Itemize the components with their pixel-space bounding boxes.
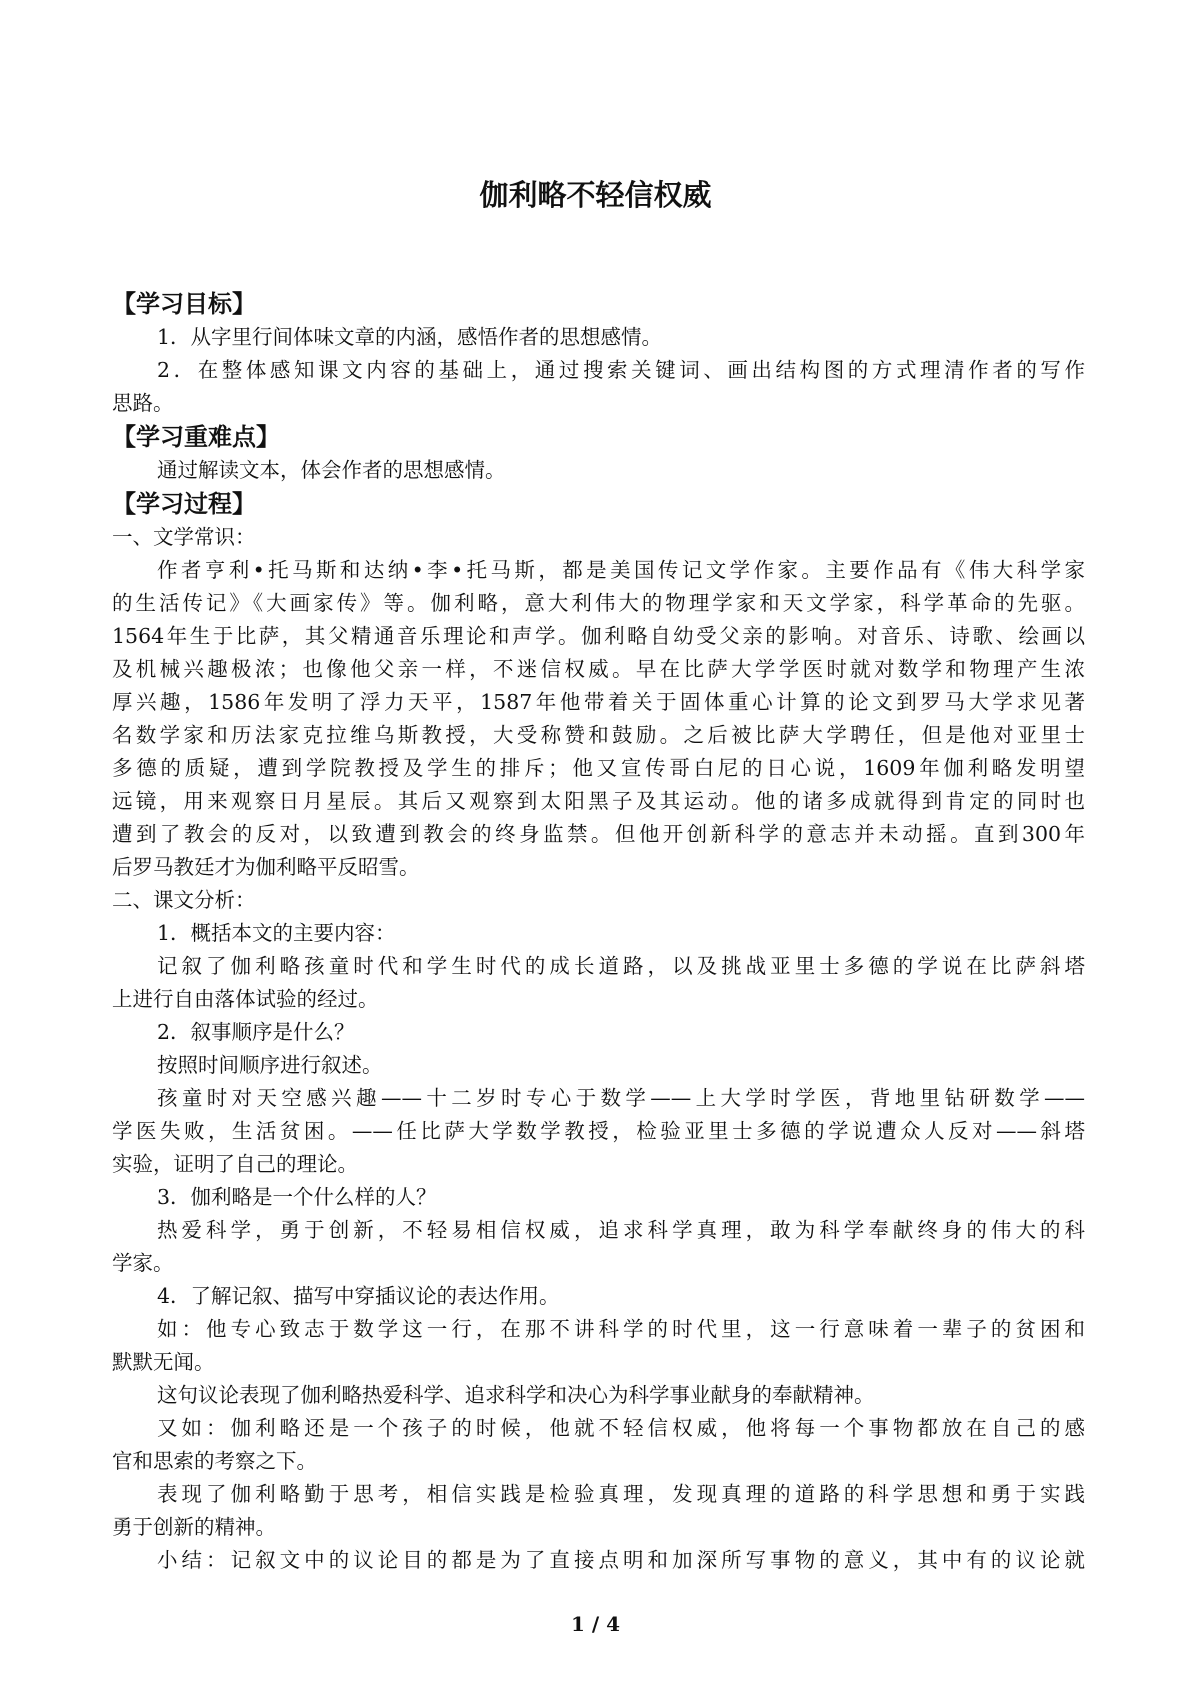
document-body xyxy=(112,287,1085,1577)
answer-line: 热爱科学，勇于创新，不轻易相信权威，追求科学真理，敢为科学奉献终身的伟大的科 xyxy=(157,1218,1085,1242)
goal-item: 2．在整体感知课文内容的基础上，通过搜索关键词、画出结构图的方式理清作者的写作 xyxy=(157,358,1085,382)
answer-line: 按照时间顺序进行叙述。 xyxy=(157,1053,383,1077)
example-line: 官和思索的考察之下。 xyxy=(112,1449,317,1473)
answer-line: 学家。 xyxy=(112,1251,174,1275)
answer-line: 记叙了伽利略孩童时代和学生时代的成长道路，以及挑战亚里士多德的学说在比萨斜塔 xyxy=(157,954,1085,978)
example-note: 表现了伽利略勤于思考，相信实践是检验真理，发现真理的道路的科学思想和勇于实践 xyxy=(157,1482,1085,1506)
question: 1．概括本文的主要内容： xyxy=(157,921,396,945)
goal-item: 1．从字里行间体味文章的内涵，感悟作者的思想感情。 xyxy=(157,325,663,349)
bio-line: 及机械兴趣极浓；也像他父亲一样，不迷信权威。早在比萨大学学医时就对数学和物理产生浓 xyxy=(112,657,1085,681)
example-note: 勇于创新的精神。 xyxy=(112,1515,276,1539)
example-line: 默默无闻。 xyxy=(112,1350,215,1374)
bio-line: 厚兴趣，1586年发明了浮力天平，1587年他带着关于固体重心计算的论文到罗马大学求见著 xyxy=(112,690,1085,714)
page-number: 1 / 4 xyxy=(570,1612,621,1636)
answer-line: 上进行自由落体试验的经过。 xyxy=(112,987,379,1011)
page-title: 伽利略不轻信权威 xyxy=(479,178,712,212)
question: 4．了解记叙、描写中穿插议论的表达作用。 xyxy=(157,1284,560,1308)
key-point-item: 通过解读文本，体会作者的思想感情。 xyxy=(157,458,506,482)
heading-learning-goals: 【学习目标】 xyxy=(112,290,256,318)
bio-line: 1564年生于比萨，其父精通音乐理论和声学。伽利略自幼受父亲的影响。对音乐、诗歌、绘画以 xyxy=(112,624,1085,648)
bio-line: 远镜，用来观察日月星辰。其后又观察到太阳黑子及其运动。他的诸多成就得到肯定的同时也 xyxy=(112,789,1085,813)
bio-line: 作者亨利•托马斯和达纳•李•托马斯，都是美国传记文学作家。主要作品有《伟大科学家 xyxy=(157,558,1085,582)
example-line: 又如：伽利略还是一个孩子的时候，他就不轻信权威，他将每一个事物都放在自己的感 xyxy=(157,1416,1085,1440)
bio-line: 遭到了教会的反对，以致遭到教会的终身监禁。但他开创新科学的意志并未动摇。直到300年 xyxy=(112,822,1085,846)
answer-line: 学医失败，生活贫困。——任比萨大学数学教授，检验亚里士多德的学说遭众人反对——斜塔 xyxy=(112,1119,1085,1143)
bio-line: 名数学家和历法家克拉维乌斯教授，大受称赞和鼓励。之后被比萨大学聘任，但是他对亚里士 xyxy=(112,723,1085,747)
goal-item-continued: 思路。 xyxy=(112,391,174,415)
example-line: 如：他专心致志于数学这一行，在那不讲科学的时代里，这一行意味着一辈子的贫困和 xyxy=(157,1317,1085,1341)
question: 2．叙事顺序是什么？ xyxy=(157,1020,355,1044)
summary-line: 小结：记叙文中的议论目的都是为了直接点明和加深所写事物的意义，其中有的议论就 xyxy=(157,1548,1085,1572)
question: 3．伽利略是一个什么样的人？ xyxy=(157,1185,437,1209)
heading-key-points: 【学习重难点】 xyxy=(112,423,280,451)
heading-learning-process: 【学习过程】 xyxy=(112,490,256,518)
section-title: 一、文学常识： xyxy=(112,525,256,549)
bio-line: 多德的质疑，遭到学院教授及学生的排斥；他又宣传哥白尼的日心说，1609年伽利略发明望 xyxy=(112,756,1085,780)
example-note: 这句议论表现了伽利略热爱科学、追求科学和决心为科学事业献身的奉献精神。 xyxy=(157,1383,875,1407)
answer-line: 孩童时对天空感兴趣——十二岁时专心于数学——上大学时学医，背地里钻研数学—— xyxy=(157,1086,1085,1110)
bio-line: 的生活传记》《大画家传》等。伽利略，意大利伟大的物理学家和天文学家，科学革命的先驱。 xyxy=(112,591,1085,615)
answer-line: 实验，证明了自己的理论。 xyxy=(112,1152,358,1176)
section-title: 二、课文分析： xyxy=(112,888,256,912)
bio-line: 后罗马教廷才为伽利略平反昭雪。 xyxy=(112,855,420,879)
